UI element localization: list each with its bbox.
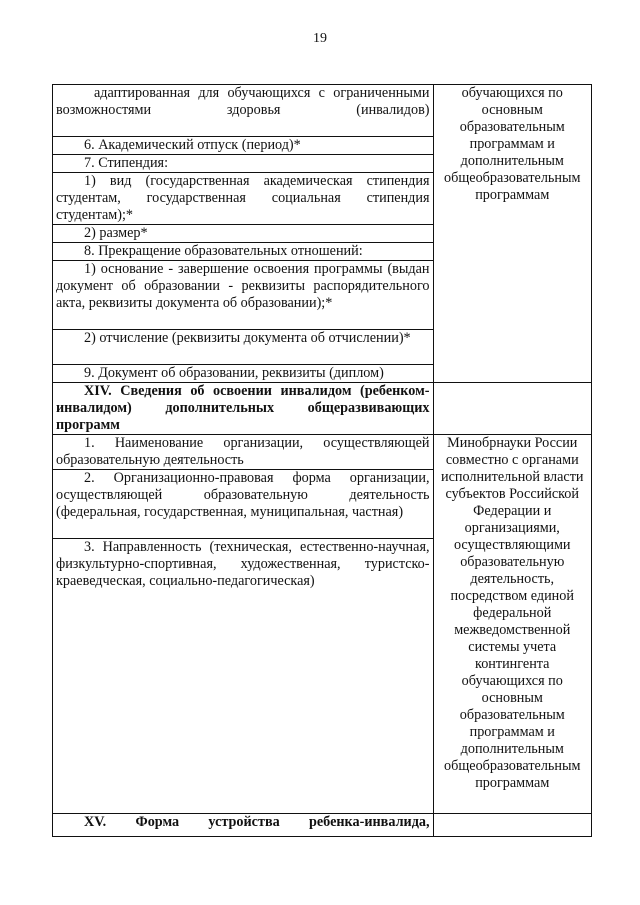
table-cell: 7. Стипендия: xyxy=(53,155,434,173)
table-cell xyxy=(433,383,591,435)
table-cell: 2) отчисление (реквизиты документа об отчислении)* xyxy=(53,330,434,365)
responsible-cell: обучающихся по основным образовательным программам и дополнительным общеобразовательным программам xyxy=(433,85,591,383)
table-cell: 2. Организационно-правовая форма организации, осуществляющей образовательную деятельность (федеральная, государственная, муниципальная, частная) xyxy=(53,470,434,539)
page-number: 19 xyxy=(313,31,327,46)
table-cell: 9. Документ об образовании, реквизиты (диплом) xyxy=(53,365,434,383)
table-row xyxy=(53,85,592,137)
section-row xyxy=(53,383,592,435)
section-heading: XIV. Сведения об освоении инвалидом (ребенком-инвалидом) дополнительных общеразвивающих программ xyxy=(53,383,434,435)
section-row xyxy=(53,814,592,837)
table-cell: 2) размер* xyxy=(53,225,434,243)
table-cell: 3. Направленность (техническая, естественно-научная, физкультурно-спортивная, художественная, туристско-краеведческая, социально-педагогическая) xyxy=(53,539,434,814)
table-cell: 1) основание - завершение освоения программы (выдан документ об образовании - реквизиты распорядительного акта, реквизиты документа об образовании);* xyxy=(53,261,434,330)
table-cell: 1. Наименование организации, осуществляющей образовательную деятельность xyxy=(53,435,434,470)
table-cell: 8. Прекращение образовательных отношений: xyxy=(53,243,434,261)
table-cell: 6. Академический отпуск (период)* xyxy=(53,137,434,155)
data-table xyxy=(52,84,592,837)
responsible-cell: Минобрнауки России совместно с органами исполнительной власти субъектов Российской Федерации и организациями, осуществляющими образовательную деятельность, посредством единой федеральной межведомственной системы учета контингента обучающихся по основным образовательным программам и дополнительным общеобразовательным программам xyxy=(433,435,591,814)
table-cell: 1) вид (государственная академическая стипендия студентам, государственная социальная стипендия студентам);* xyxy=(53,173,434,225)
section-heading: XV. Форма устройства ребенка-инвалида, xyxy=(53,814,434,837)
table-cell xyxy=(433,814,591,837)
table-row xyxy=(53,435,592,470)
table-cell: адаптированная для обучающихся с ограниченными возможностями здоровья (инвалидов) xyxy=(53,85,434,137)
